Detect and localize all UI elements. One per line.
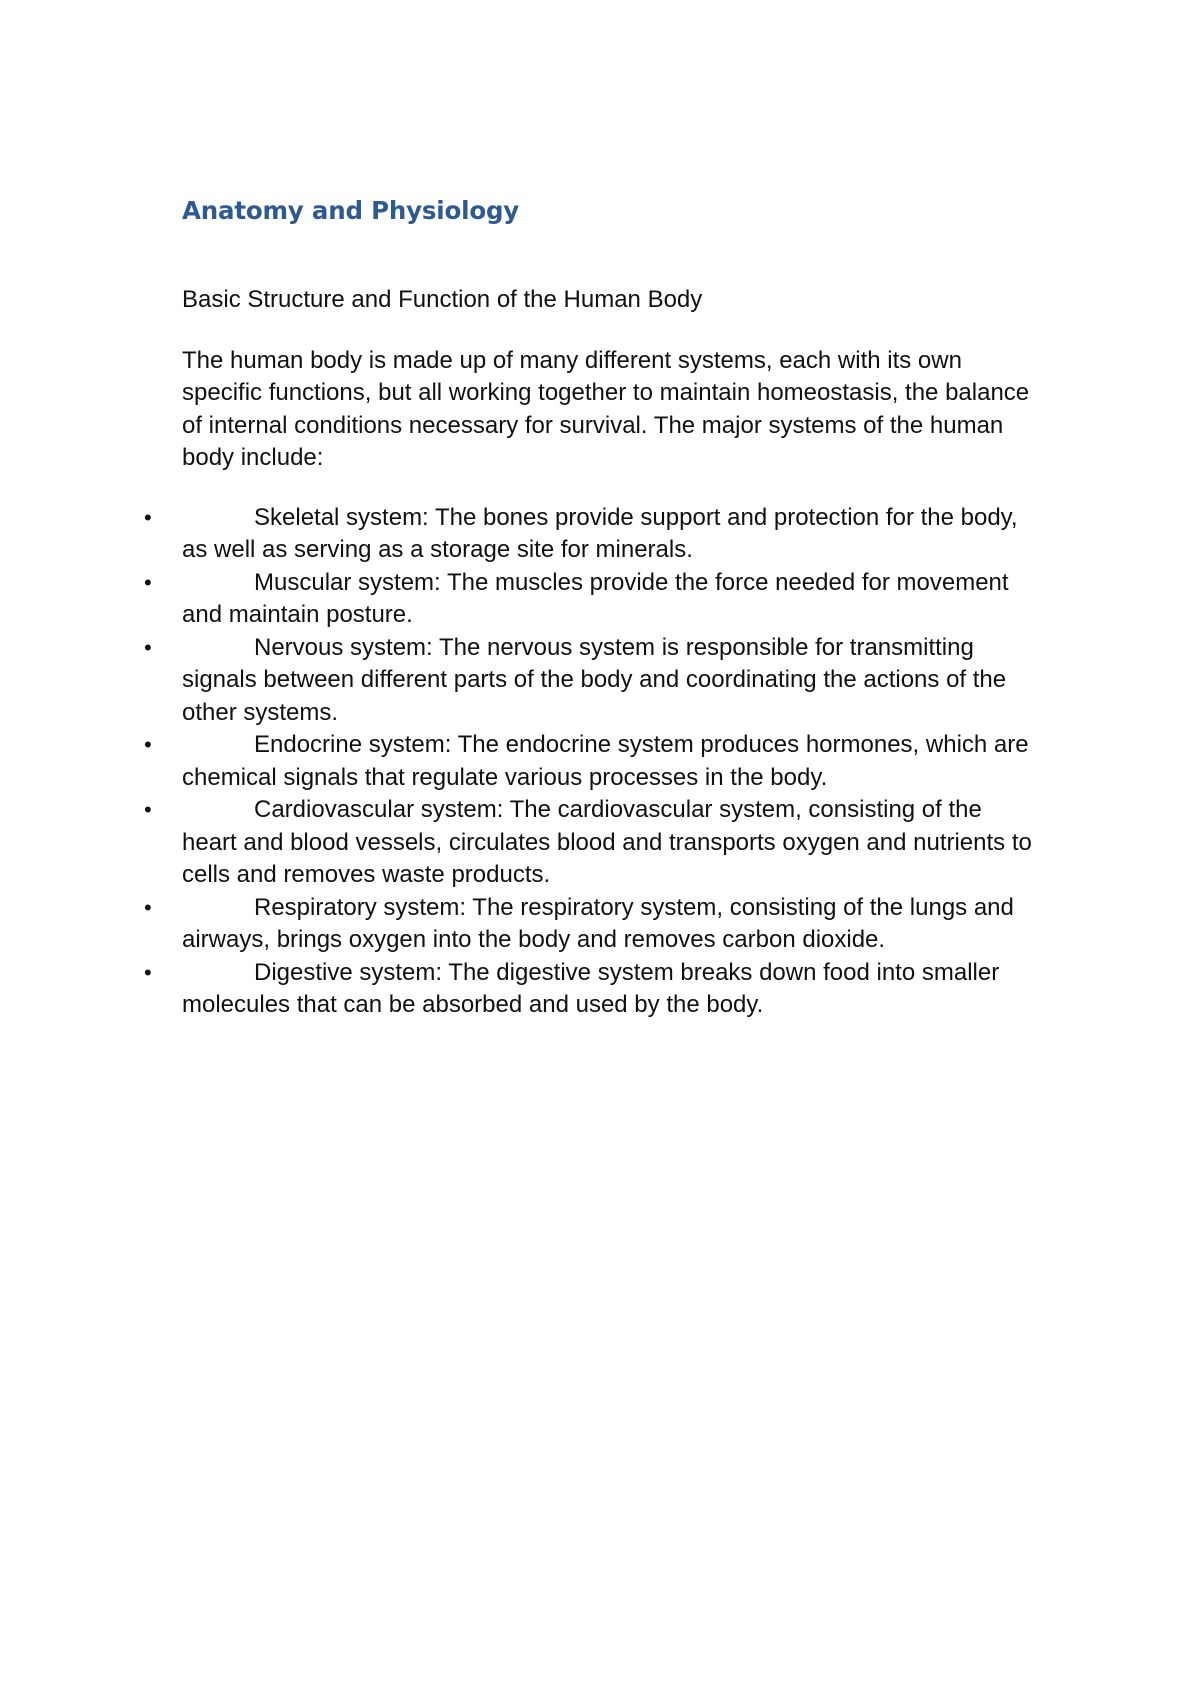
list-item [144,794,1032,892]
list-item [144,957,1032,1022]
bullet-icon: • [144,569,152,595]
systems-list [144,502,1042,1022]
list-item-text: Nervous system: The nervous system is responsible for transmitting signals between different parts of the body and coordinating the actions of the other systems. [182,633,1007,726]
list-item-text: Cardiovascular system: The cardiovascular system, consisting of the heart and blood vessels, circulates blood and transports oxygen and nutrients to cells and removes waste products. [182,796,1032,888]
document-title: Anatomy and Physiology [182,196,520,225]
document-content [144,196,1042,1022]
bullet-icon: • [144,894,152,920]
list-item-text: Skeletal system: The bones provide support and protection for the body, as well as serving as a storage site for minerals. [182,503,1018,563]
bullet-icon: • [144,732,152,757]
list-item [144,729,1032,794]
bullet-icon: • [144,797,152,822]
list-item-text: Muscular system: The muscles provide the force needed for movement and maintain posture. [182,568,1009,628]
document-subtitle: Basic Structure and Function of the Human Body [182,286,703,313]
bullet-icon: • [144,959,152,985]
bullet-icon: • [144,504,152,530]
list-item [144,502,1032,567]
bullet-icon: • [144,634,152,660]
list-item-text: Respiratory system: The respiratory system, consisting of the lungs and airways, brings oxygen into the body and removes carbon dioxide. [182,893,1014,953]
intro-paragraph: The human body is made up of many different systems, each with its own specific functions, but all working together to maintain homeostasis, the balance of internal conditions necessary for survival. The major systems of the human body include: [182,346,1030,471]
list-item-text: Digestive system: The digestive system breaks down food into smaller molecules that can be absorbed and used by the body. [182,958,1000,1018]
list-item-text: Endocrine system: The endocrine system produces hormones, which are chemical signals that regulate various processes in the body. [182,731,1029,791]
list-item [144,567,1032,632]
list-item [144,892,1032,957]
list-item [144,632,1032,730]
